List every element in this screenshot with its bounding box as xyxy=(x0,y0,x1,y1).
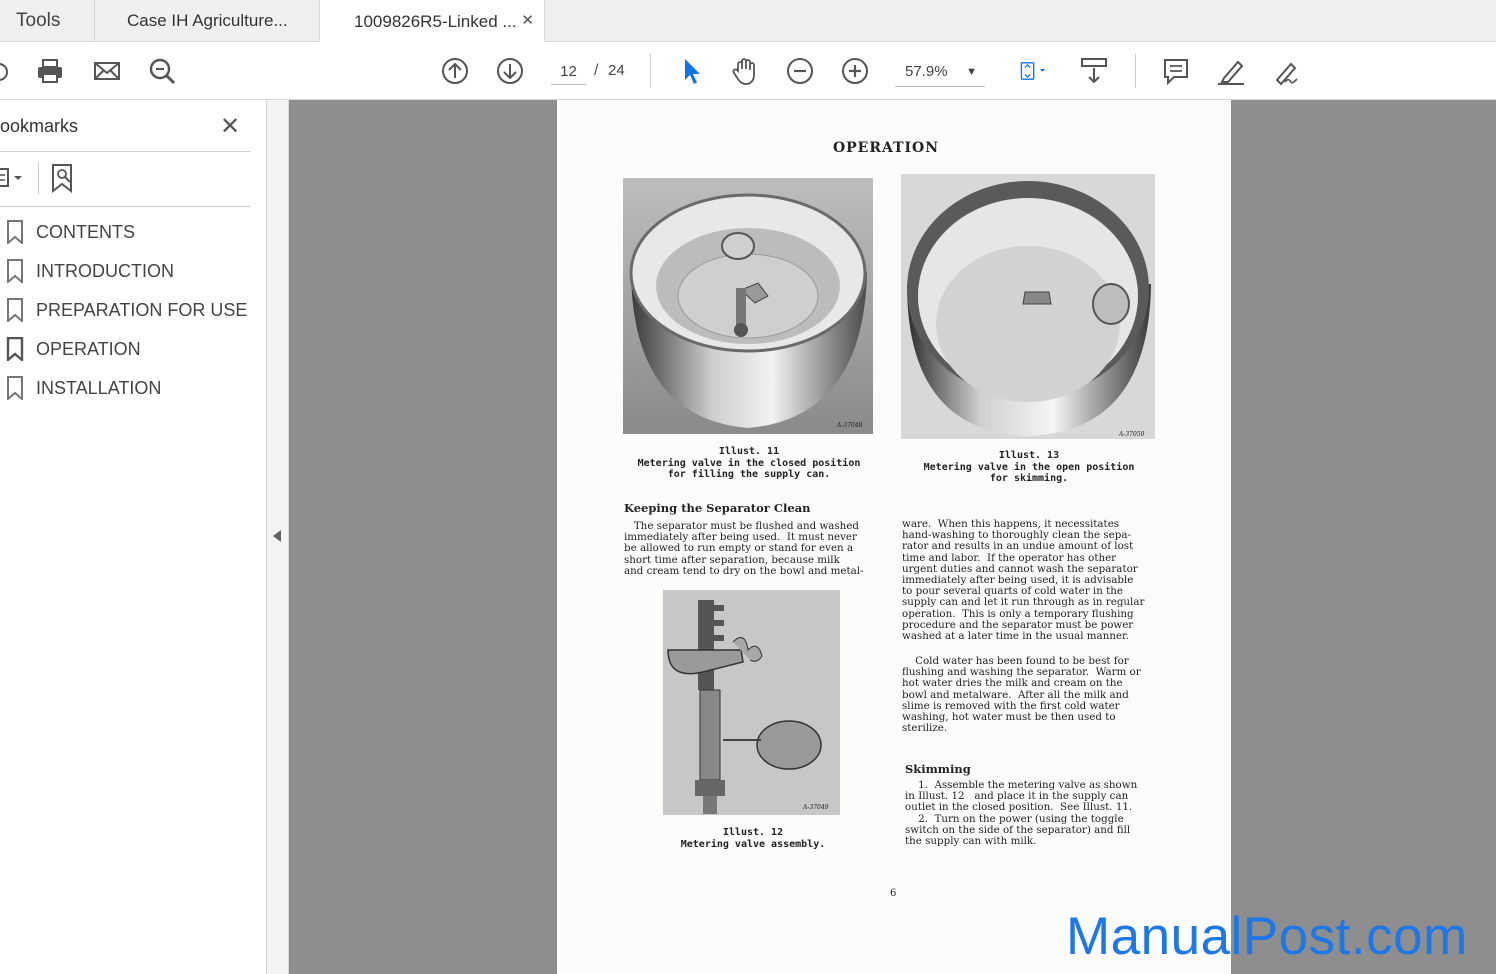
document-viewer[interactable] xyxy=(289,100,1496,974)
comment-icon[interactable] xyxy=(1160,55,1192,87)
bookmark-icon xyxy=(6,376,24,400)
body-paragraph: ware. When this happens, it necessitates hand-washing to thoroughly clean the sepa- rator and results in an undue amount of lost time and labor. If the operator has other urgent duties and cannot wash the separator immediately after being used, it is advisable to pour several quarts of cold water in the supply can and let it run through as in regular operation. This is only a temporary flushing procedure and the separator must be power washed at a later time in the usual manner. xyxy=(902,518,1145,643)
pdf-page xyxy=(557,100,1231,974)
photo-code: A-37049 xyxy=(803,804,829,811)
photo-illust-11 xyxy=(623,178,873,434)
caption-illust-11 xyxy=(623,446,875,481)
collapse-arrow-icon[interactable] xyxy=(273,530,281,542)
bookmark-item-introduction[interactable] xyxy=(6,256,174,286)
tab-document-1-label: Case IH Agriculture... xyxy=(127,11,288,30)
caption-text: Illust. 11 Metering valve in the closed position for filling the supply can. xyxy=(637,446,861,480)
tab-tools[interactable] xyxy=(0,0,95,42)
bookmarks-panel-title: ookmarks xyxy=(0,116,79,136)
zoom-value: 57.9% xyxy=(905,63,948,80)
toolbar xyxy=(0,42,1496,100)
tab-document-2-label: 1009826R5-Linked ... xyxy=(354,11,517,31)
toolbar-divider xyxy=(1135,54,1136,88)
photo-illust-12 xyxy=(663,590,840,815)
caption-text: Illust. 12 Metering valve assembly. xyxy=(680,827,826,850)
bookmark-label: INTRODUCTION xyxy=(36,260,174,281)
photo-code: A-37050 xyxy=(1119,431,1145,438)
tab-document-1[interactable] xyxy=(95,0,320,42)
select-cursor-icon[interactable] xyxy=(675,55,707,87)
watermark: ManualPost.com xyxy=(1066,907,1468,966)
cloud-icon[interactable] xyxy=(0,55,18,87)
mail-icon[interactable] xyxy=(91,55,123,87)
bookmark-item-operation[interactable] xyxy=(6,334,141,364)
zoom-select[interactable] xyxy=(895,59,985,87)
bookmark-label: INSTALLATION xyxy=(36,377,162,398)
chevron-down-icon: ▼ xyxy=(966,66,977,78)
bookmark-item-contents[interactable] xyxy=(6,217,135,247)
bookmark-label: OPERATION xyxy=(36,338,141,359)
page-number-input[interactable]: 12 xyxy=(551,59,586,85)
tab-close-icon[interactable]: ✕ xyxy=(521,12,534,29)
sign-icon[interactable] xyxy=(1270,55,1302,87)
panel-divider xyxy=(0,206,250,207)
hand-icon[interactable] xyxy=(729,55,761,87)
print-icon[interactable] xyxy=(34,55,66,87)
tab-bar xyxy=(0,0,1496,42)
bookmark-icon xyxy=(6,220,24,244)
zoom-out-icon[interactable] xyxy=(784,55,816,87)
photo-illust-13 xyxy=(901,174,1155,439)
search-icon[interactable] xyxy=(146,55,178,87)
arrow-up-icon[interactable] xyxy=(439,55,471,87)
bookmark-label: PREPARATION FOR USE xyxy=(36,299,248,320)
toolbar-divider xyxy=(38,162,39,194)
toolbar-divider xyxy=(650,54,651,88)
caption-text: Illust. 13 Metering valve in the open position for skimming. xyxy=(923,450,1135,484)
section-heading: Skimming xyxy=(905,762,971,776)
zoom-in-icon[interactable] xyxy=(839,55,871,87)
photo-code: A-37048 xyxy=(837,422,863,429)
bookmark-icon xyxy=(6,298,24,322)
panel-splitter[interactable] xyxy=(267,100,289,974)
bookmark-icon xyxy=(6,337,24,361)
page-number: 6 xyxy=(890,888,897,899)
tab-document-2[interactable] xyxy=(320,0,545,43)
bookmark-label: CONTENTS xyxy=(36,221,135,242)
fit-page-icon[interactable] xyxy=(1010,55,1056,87)
page-separator: / xyxy=(594,62,599,79)
options-icon[interactable] xyxy=(0,162,28,194)
arrow-down-icon[interactable] xyxy=(494,55,526,87)
page-total: 24 xyxy=(608,62,625,79)
bookmark-item-preparation[interactable] xyxy=(6,295,247,325)
highlight-icon[interactable] xyxy=(1215,55,1247,87)
bookmark-search-icon[interactable] xyxy=(50,162,78,194)
body-paragraph: Cold water has been found to be best for flushing and washing the separator. Warm or hot water dries the milk and cream on the bowl and metalware. After all the milk and slime is removed with the first cold water washing, hot water must be then used to sterilize. xyxy=(902,655,1141,735)
close-icon[interactable]: ✕ xyxy=(220,113,241,140)
caption-illust-13 xyxy=(901,450,1157,485)
caption-illust-12 xyxy=(663,827,843,850)
body-paragraph: The separator must be flushed and washed immediately after being used. It must never be allowed to run empty or stand for even a short time after separation, because milk and cream tend to dry on the bowl and metal- xyxy=(624,520,864,577)
page-title: OPERATION xyxy=(832,140,940,156)
body-paragraph: 1. Assemble the metering valve as shown in Illust. 12 and place it in the supply can outlet in the closed position. See Illust. 11. 2. Turn on the power (using the toggle switch on the side of the separator) and fill the supply can with milk. xyxy=(905,779,1138,848)
scroll-mode-icon[interactable] xyxy=(1078,55,1110,87)
bookmark-item-installation[interactable] xyxy=(6,373,161,403)
panel-divider xyxy=(0,151,250,152)
section-heading: Keeping the Separator Clean xyxy=(624,501,811,515)
bookmarks-panel xyxy=(0,100,267,974)
bookmark-icon xyxy=(6,259,24,283)
tab-tools-label: Tools xyxy=(16,10,61,31)
